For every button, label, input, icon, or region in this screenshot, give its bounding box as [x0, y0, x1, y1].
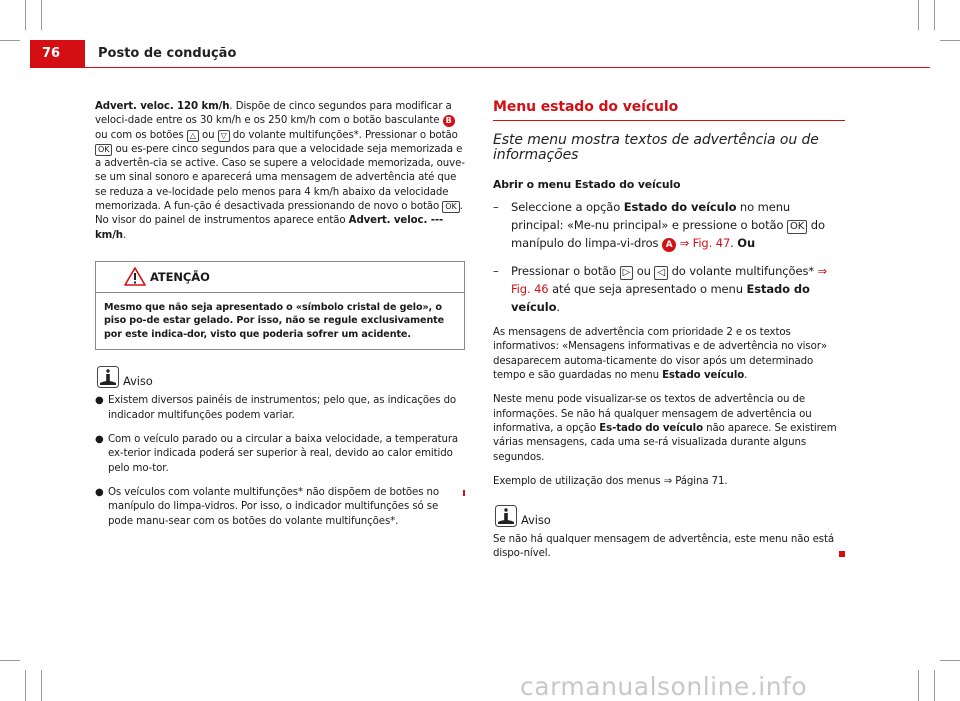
bullet-dot: ●: [95, 395, 104, 407]
left-column: [95, 100, 465, 539]
paragraph-text: não aparece. Se existirem várias mensagens, cada uma se-rá visualizada durante alguns segundos.: [493, 422, 837, 463]
bullet-text: Os veículos com volante multifunções* não dispõem de botões no manípulo do limpa-vidros. Por isso, o indicador multifunções só se pode manu-sear com os botões do volante multifunções*.: [108, 486, 440, 527]
aviso-bullet: [95, 486, 465, 529]
step-fragment: Pressionar o botão: [511, 264, 620, 279]
step-item: [493, 262, 845, 316]
badge-b: B: [443, 115, 455, 127]
key-down-icon: ▽: [218, 130, 230, 142]
paragraph: [493, 326, 845, 383]
intro-text: ou: [198, 129, 218, 141]
step-dash: –: [493, 200, 499, 215]
paragraph: Exemplo de utilização dos menus ⇒ Página 71.: [493, 475, 728, 487]
section-end-mark: [839, 551, 845, 557]
crop-mark: [940, 660, 960, 661]
crop-mark: [918, 0, 919, 30]
step-fragment: do volante multifunções*: [668, 264, 818, 279]
step-fragment: Seleccione a opção: [511, 200, 624, 215]
warning-header: [96, 262, 464, 293]
watermark: carmanualsonline.info: [520, 672, 808, 701]
bullet-dot: ●: [95, 486, 104, 498]
crop-mark: [25, 0, 26, 30]
step-fragment: .: [730, 236, 738, 251]
warning-title: ATENÇÃO: [150, 269, 210, 284]
figure-link[interactable]: ⇒ Fig. 46: [511, 264, 828, 297]
intro-text: ou es-pere cinco segundos para que a velocidade seja memorizada e a advertên-cia se active. Caso se supere a velocidade memorizada, ouve-se um sinal sonoro e aparecerá uma mensagem de advertência até que se reduza a ve-locidade pelo menos para 4 km/h abaixo da velocidade memorizada. A fun-ção é desactivada pressionando de novo o botão: [95, 143, 465, 213]
intro-text: ou com os botões: [95, 129, 187, 141]
crop-mark: [918, 670, 919, 701]
key-ok: OK: [95, 144, 112, 156]
warning-triangle-icon: [124, 267, 146, 291]
key-right-icon: ▷: [620, 266, 634, 280]
aviso-title: Aviso: [521, 513, 551, 528]
warning-box: [95, 261, 465, 351]
step-text: [511, 198, 845, 252]
step-fragment: .: [556, 300, 560, 315]
note-icon: [97, 366, 119, 393]
crop-mark: [41, 670, 42, 701]
step-text: [511, 262, 845, 316]
paragraph: [493, 393, 845, 464]
crop-mark: [0, 40, 20, 41]
crop-mark: [940, 40, 960, 41]
aviso-title: Aviso: [123, 374, 153, 389]
page-header-title: Posto de condução: [98, 46, 237, 61]
paragraph-text: As mensagens de advertência com prioridade 2 e os textos informativos: «Mensagens informativas e de advertência no visor» desaparecem automa-ticamente do visor após um determinado tempo e são guardadas no menu: [493, 327, 827, 382]
section-end-mark: [463, 490, 465, 496]
key-ok: OK: [787, 220, 807, 234]
aviso-bullet: [95, 433, 465, 476]
step-fragment: do manípulo do limpa-vi-dros: [511, 218, 825, 251]
step-fragment: no menu principal: «Me-nu principal» e pressione o botão: [511, 200, 791, 233]
paragraph-bold: Estado veículo: [662, 370, 745, 382]
step-item: [493, 198, 845, 252]
aviso-header: [95, 366, 465, 392]
step-fragment: até que seja apresentado o menu: [548, 282, 747, 297]
section-title: Menu estado do veículo: [493, 100, 845, 121]
step-bold: Estado do veículo: [511, 282, 810, 315]
section-subtitle: Este menu mostra textos de advertência ou de informações: [493, 132, 819, 163]
crop-mark: [41, 0, 42, 30]
aviso-body: [493, 533, 845, 562]
header-rule: [30, 67, 930, 68]
key-ok: OK: [442, 201, 459, 213]
note-icon: [495, 505, 517, 532]
paragraph-text: .: [744, 370, 748, 382]
badge-a: A: [662, 238, 676, 252]
crop-mark: [0, 660, 20, 661]
intro-lead: Advert. veloc. 120 km/h: [95, 101, 230, 112]
right-column: [493, 100, 845, 572]
intro-text: . No visor do painel de instrumentos aparece então: [95, 201, 463, 227]
intro-text: .: [122, 229, 127, 241]
figure-link[interactable]: ⇒ Fig. 47: [679, 236, 731, 251]
step-bold: Ou: [737, 236, 756, 251]
paragraph-bold: Es-tado do veículo: [599, 422, 703, 434]
crop-mark: [25, 670, 26, 701]
step-bold: Estado do veículo: [623, 200, 737, 215]
aviso-bullet: [95, 394, 465, 423]
bullet-dot: ●: [95, 434, 104, 446]
aviso-text: Se não há qualquer mensagem de advertência, este menu não está dispo-nível.: [493, 534, 835, 560]
crop-mark: [934, 0, 935, 30]
intro-text: do volante multifunções*. Pressionar o botão: [229, 129, 458, 141]
key-left-icon: ◁: [654, 266, 668, 280]
open-menu-heading: Abrir o menu Estado do veículo: [493, 177, 681, 191]
bullet-text: Existem diversos painéis de instrumentos; pelo que, as indicações do indicador multifunções podem variar.: [108, 395, 457, 421]
intro-text: . Dispõe de cinco segundos para modificar a veloci-dade entre os 30 km/h e os 250 km/h com o botão basculante: [95, 101, 452, 127]
step-dash: –: [493, 264, 499, 279]
paragraph-text: Neste menu pode visualizar-se os textos de advertência ou de informações. Se não há qualquer mensagem de advertência ou informativa, a opção: [493, 394, 812, 434]
crop-mark: [934, 670, 935, 701]
warning-body: Mesmo que não seja apresentado o «símbolo cristal de gelo», o piso po-de estar gelado. Por isso, não se regule exclusivamente por este indica-dor, visto que poderia sofrer um acidente.: [104, 301, 445, 340]
key-up-icon: △: [187, 130, 199, 142]
intro-paragraph: [95, 100, 465, 243]
step-fragment: ou: [633, 264, 655, 279]
intro-end-bold: Advert. veloc. --- km/h: [95, 215, 444, 241]
aviso-header: [493, 505, 845, 531]
bullet-text: Com o veículo parado ou a circular a baixa velocidade, a temperatura ex-terior indicada poderá ser superior à real, devido ao calor emitido pelo mo-tor.: [108, 434, 459, 474]
page-number: 76: [30, 40, 85, 68]
